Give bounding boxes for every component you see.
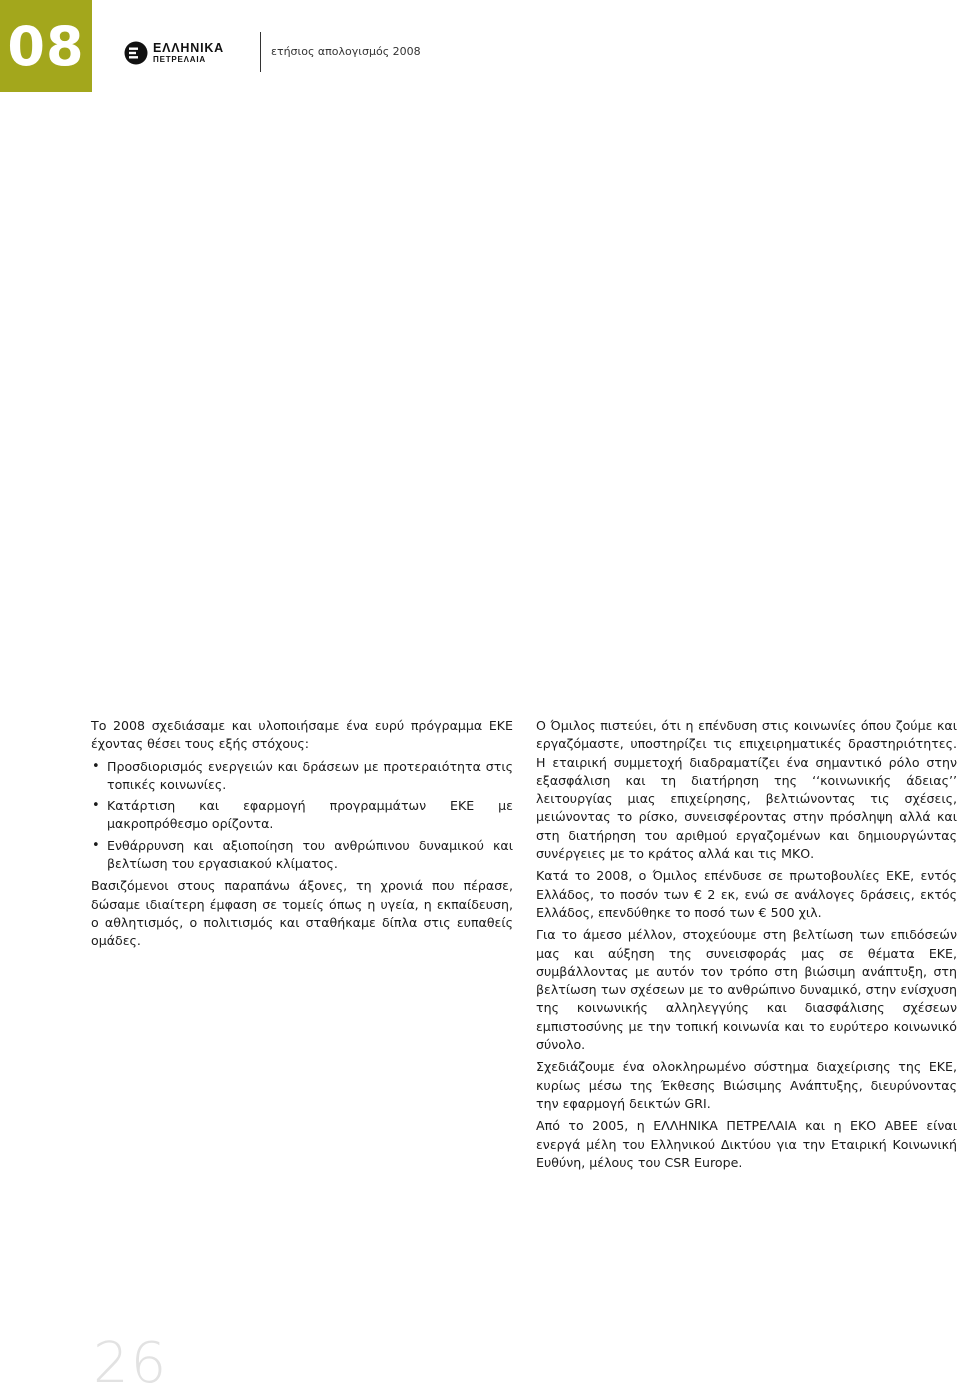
list-item: [91, 837, 513, 874]
logo-wordmark: [153, 42, 224, 65]
body-paragraph: Ο Όμιλος πιστεύει, ότι η επένδυση στις κοινωνίες όπου ζούμε και εργαζόμαστε, υποστηρίζει τις επιχειρηματικές δραστηριότητες. Η εταιρική συμμετοχή διαδραματίζει ένα σημαντικό ρόλο στην εξασφάλιση και τη διατήρηση της ‘‘κοινωνικής άδειας’’ λειτουργίας μιας επιχείρησης, βελτιώνοντας τις σχέσεις, μειώνοντας το ρίσκο, συνεισφέροντας στην πρόσληψη αλλά και στη διατήρηση του αριθμού εργαζομένων και δημιουργώντας συνέργειες με το κράτος αλλά και τις ΜΚΟ.: [536, 718, 957, 862]
list-item-text: Κατάρτιση και εφαρμογή προγραμμάτων ΕΚΕ με μακροπρόθεσμο ορίζοντα.: [107, 798, 513, 832]
report-title: ετήσιος απολογισμός 2008: [271, 45, 421, 58]
bullet-icon: •: [92, 798, 100, 814]
goals-list: [91, 758, 513, 874]
company-logo: [124, 41, 224, 65]
right-column: [536, 717, 957, 1176]
helpe-logo-icon: [124, 41, 148, 65]
bullet-icon: •: [92, 837, 100, 853]
logo-line1: ΕΛΛΗΝΙΚΑ: [153, 40, 224, 55]
intro-paragraph: Το 2008 σχεδιάσαμε και υλοποιήσαμε ένα ευρύ πρόγραμμα ΕΚΕ έχοντας θέσει τους εξής στόχους:: [91, 718, 513, 752]
page-number: 26: [93, 1331, 169, 1396]
body-paragraph: Για το άμεσο μέλλον, στοχεύουμε στη βελτίωση των επιδόσεών μας και αύξηση της συνεισφοράς μας σε θέματα ΕΚΕ, συμβάλλοντας με αυτόν τον τρόπο στη βιώσιμη ανάπτυξη, στη βελτίωση των σχέσεων με το ανθρώπινο δυναμικό, στην ενίσχυση της κοινωνικής αλληλεγγύης και διασφάλισης σχέσεων εμπιστοσύνης με την τοπική κοινωνία και το ευρύτερο κοινωνικό σύνολο.: [536, 927, 957, 1053]
header-divider: [260, 32, 261, 72]
body-paragraph: Σχεδιάζουμε ένα ολοκληρωμένο σύστημα διαχείρισης της ΕΚΕ, κυρίως μέσω της Έκθεσης Βιώσιμης Ανάπτυξης, διευρύνοντας την εφαρμογή δεικτών GRI.: [536, 1059, 957, 1111]
list-item-text: Ενθάρρυνση και αξιοποίηση του ανθρώπινου δυναμικού και βελτίωση του εργασιακού κλίματος.: [107, 837, 513, 872]
left-column: [91, 717, 513, 955]
bullet-icon: •: [92, 758, 100, 774]
list-item: [91, 797, 513, 834]
closing-paragraph: Βασιζόμενοι στους παραπάνω άξονες, τη χρονιά που πέρασε, δώσαμε ιδιαίτερη έμφαση σε τομείς όπως η υγεία, η εκπαίδευση, ο αθλητισμός, ο πολιτισμός και σταθήκαμε δίπλα στις ευπαθείς ομάδες.: [91, 878, 513, 949]
logo-line2: ΠΕΤΡΕΛΑΙΑ: [153, 55, 206, 65]
list-item-text: Προσδιορισμός ενεργειών και δράσεων με προτεραιότητα στις τοπικές κοινωνίες.: [107, 758, 513, 792]
body-paragraph: Κατά το 2008, ο Όμιλος επένδυσε σε πρωτοβουλίες ΕΚΕ, εντός Ελλάδος, το ποσόν των € 2 εκ, ενώ σε ανάλογες δράσεις, εκτός Ελλάδος, επενδύθηκε το ποσό των € 500 χιλ.: [536, 868, 957, 920]
chapter-number: 08: [7, 14, 85, 78]
body-paragraph: Από το 2005, η ΕΛΛΗΝΙΚΑ ΠΕΤΡΕΛΑΙΑ και η ΕΚΟ ΑΒΕΕ είναι ενεργά μέλη του Ελληνικού Δικτύου για την Εταιρική Κοινωνική Ευθύνη, μέλους του CSR Europe.: [536, 1118, 957, 1170]
chapter-number-badge: [0, 0, 92, 92]
list-item: [91, 758, 513, 795]
